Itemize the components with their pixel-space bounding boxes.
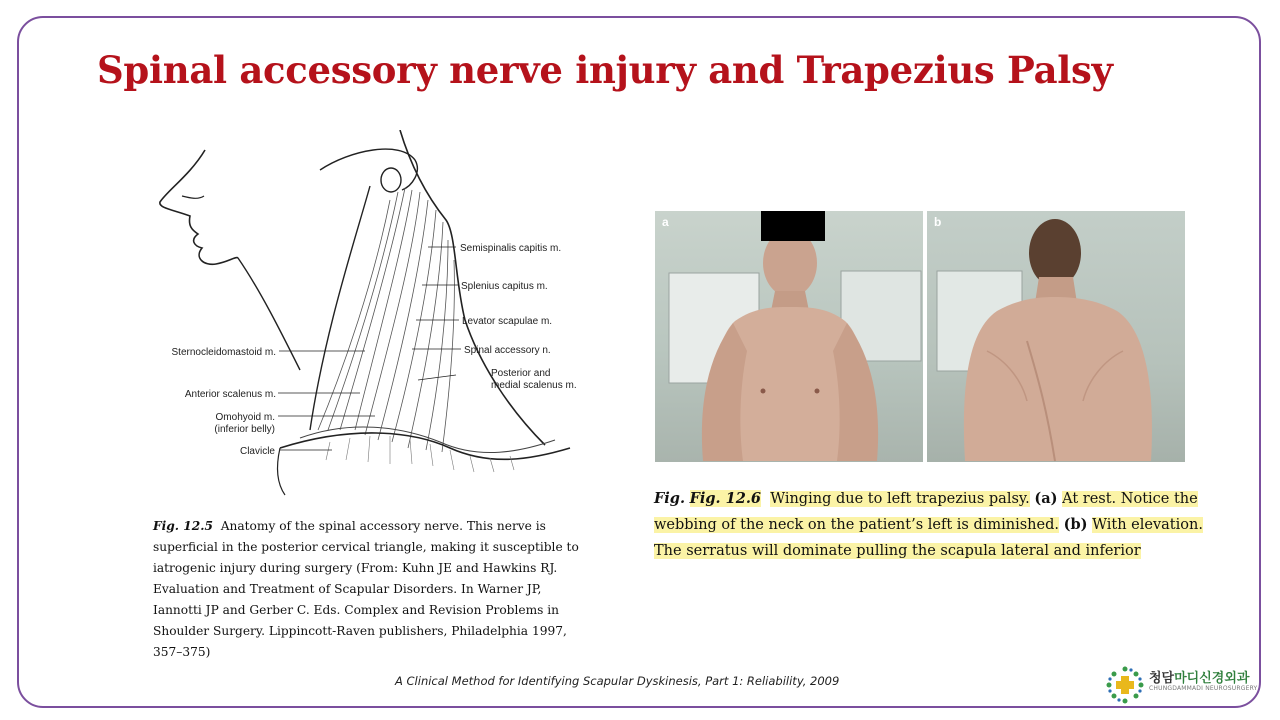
label-semispinalis: Semispinalis capitis m. — [460, 243, 562, 254]
anatomy-illustration — [150, 130, 600, 500]
citation: A Clinical Method for Identifying Scapular Dyskinesis, Part 1: Reliability, 2009 — [395, 674, 840, 688]
label-sternocleidomastoid: Sternocleidomastoid m. — [171, 347, 276, 358]
clinic-name-korean: 청담마디신경외과 — [1149, 671, 1250, 686]
panel-a-label: a — [662, 215, 669, 229]
figure-right-part1: Winging due to left trapezius palsy. — [770, 491, 1030, 507]
label-levator: Levator scapulae m. — [462, 316, 553, 327]
clinic-name-english: CHUNGDAMMADI NEUROSURGERY — [1149, 685, 1258, 692]
label-clavicle: Clavicle — [239, 446, 275, 457]
clinic-logo — [1105, 663, 1258, 705]
panel-b-label: b — [934, 215, 942, 229]
figure-right-label-prefix: Fig. — [654, 490, 685, 507]
figure-right-part3: With elevation. The serratus will dominate pulling the scapula lateral and inferior — [654, 517, 1203, 559]
label-anterior-scalenus: Anterior scalenus m. — [184, 389, 276, 400]
photo-panels — [655, 211, 1185, 462]
label-omohyoid-2: (inferior belly) — [214, 424, 275, 435]
figure-right-label: Fig. 12.6 — [689, 490, 761, 507]
figure-right-paren-a: (a) — [1034, 490, 1058, 507]
figure-left-label: Fig. 12.5 — [153, 519, 213, 533]
photo-panel-a — [655, 211, 923, 462]
label-posterior-2: medial scalenus m. — [491, 380, 577, 391]
label-omohyoid-1: Omohyoid m. — [215, 412, 275, 423]
slide-title: Spinal accessory nerve injury and Trapezius Palsy — [97, 48, 1113, 92]
figure-left-text: Anatomy of the spinal accessory nerve. This nerve is superficial in the posterior cervical triangle, making it susceptible to iatrogenic injury during surgery (From: Kuhn JE and Hawkins RJ. Evaluation and Treatment of Scapular Disorders. In Warner JP, Iannotti JP and Gerber C. Eds. Complex and Revision Problems in Shoulder Surgery. Lippincott-Raven publishers, Philadelphia 1997, 357–375) — [153, 519, 579, 659]
figure-left-caption — [153, 516, 593, 663]
label-posterior-1: Posterior and — [491, 368, 551, 379]
label-splenius: Splenius capitus m. — [461, 281, 548, 292]
figure-right-paren-b: (b) — [1063, 516, 1088, 533]
clinic-logo-mark-icon — [1105, 665, 1145, 705]
figure-right-part2: At rest. Notice the webbing of the neck on the patient’s left is diminished. — [654, 491, 1198, 533]
label-spinal-accessory: Spinal accessory n. — [464, 345, 551, 356]
photo-panel-b — [927, 211, 1185, 462]
figure-right-caption — [654, 486, 1204, 564]
